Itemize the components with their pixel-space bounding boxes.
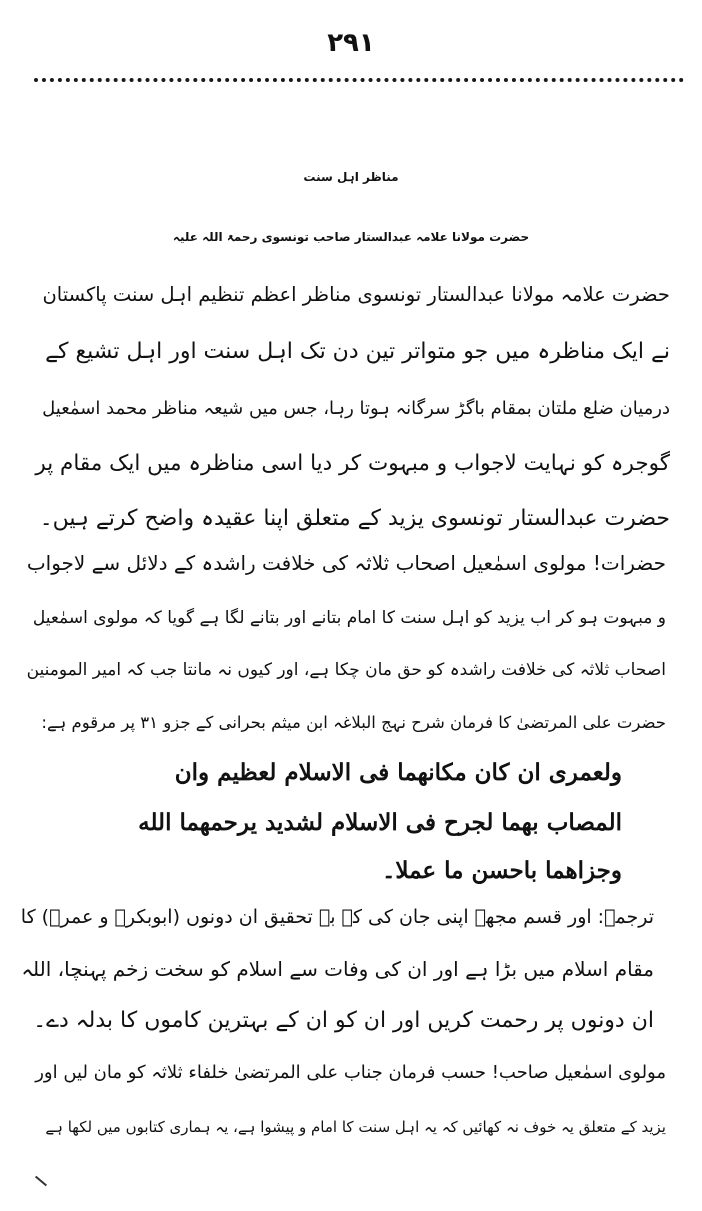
dotted-divider [34,78,684,82]
text-line: درمیان ضلع ملتان بمقام باگڑ سرگانہ ہوتا رہا، جس میں شیعہ مناظر محمد اسمٰعیل [42,398,670,419]
section-heading: مناظر اہل سنت [303,170,399,184]
page-number: ۲۹۱ [327,28,375,58]
translation-line: ترجمہ: اور قسم مجھے اپنی جان کی کہ بہ تحقیق ان دونوں (ابوبکرؓ و عمرؓ) کا [20,906,654,928]
arabic-quote-line: وجزاهما باحسن ما عملا۔ [381,857,622,884]
text-line: یزید کے متعلق یہ خوف نہ کھائیں کہ یہ اہل سنت کا امام و پیشوا ہے، یہ ہماری کتابوں میں لکھا ہے [45,1118,666,1136]
text-line: مولوی اسمٰعیل صاحب! حسب فرمان جناب علی المرتضیٰ خلفاء ثلاثہ کو مان لیں اور [35,1062,666,1083]
text-line: حضرت عبدالستار تونسوی یزید کے متعلق اپنا عقیدہ واضح کرتے ہیں۔ [39,506,670,531]
text-line: نے ایک مناظرہ میں جو متواتر تین دن تک اہل سنت اور اہل تشیع کے [45,339,670,364]
scan-mark [35,1176,47,1187]
arabic-quote-line: ولعمری ان کان مکانهما فی الاسلام لعظیم وان [174,759,622,786]
text-line: حضرات! مولوی اسمٰعیل اصحاب ثلاثہ کی خلافت راشدہ کے دلائل سے لاجواب [26,551,666,575]
text-line: و مبہوت ہو کر اب یزید کو اہل سنت کا امام بتانے اور بتانے لگا ہے گویا کہ مولوی اسمٰعیل [32,608,666,628]
text-line: اصحاب ثلاثہ کی خلافت راشدہ کو حق مان چکا ہے، اور کیوں نہ مانتا جب کہ امیر المومنین [26,660,666,680]
translation-line: ان دونوں پر رحمت کریں اور ان کو ان کے بہترین کاموں کا بدلہ دے۔ [33,1008,654,1033]
text-line: حضرت علی المرتضیٰ کا فرمان شرح نہج البلاغہ ابن میثم بحرانی کے جزو ۳۱ پر مرقوم ہے: [41,713,666,732]
section-subheading: حضرت مولانا علامہ عبدالستار صاحب تونسوی رحمۃ اللہ علیہ [172,230,530,244]
translation-line: مقام اسلام میں بڑا ہے اور ان کی وفات سے اسلام کو سخت زخم پہنچا، اللہ [21,957,654,981]
text-line: گوجرہ کو نہایت لاجواب و مبہوت کر دیا اسی مناظرہ میں ایک مقام پر [35,451,670,476]
arabic-quote-line: المصاب بهما لجرح فی الاسلام لشدید یرحمهما الله [138,809,622,836]
text-line: حضرت علامہ مولانا عبدالستار تونسوی مناظر اعظم تنظیم اہل سنت پاکستان [42,283,670,306]
